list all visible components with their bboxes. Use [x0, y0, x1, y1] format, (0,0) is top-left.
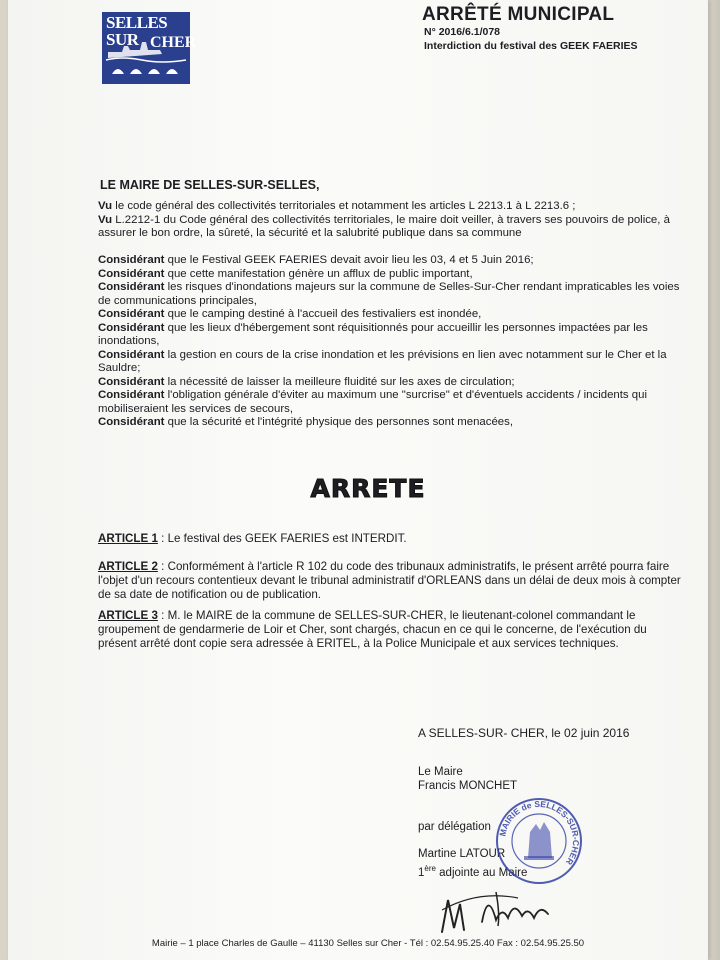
delegate-name: Martine LATOUR: [418, 848, 506, 860]
mayor-name: Francis MONCHET: [418, 780, 518, 792]
considerant-text: que le Festival GEEK FAERIES devait avoir lieu les 03, 4 et 5 Juin 2016;: [164, 254, 534, 266]
vu-lead: Vu: [98, 213, 113, 226]
logo-text-selles: SELLES SUR: [106, 13, 168, 49]
article-3: [98, 609, 688, 651]
handwritten-signature: [438, 870, 578, 940]
considerant-lead: Considérant: [98, 389, 165, 401]
considerant-paragraph: [98, 389, 688, 416]
considerant-text: la nécessité de laisser la meilleure fluidité sur les axes de circulation;: [164, 375, 515, 388]
mayor-heading: LE MAIRE DE SELLES-SUR-SELLES,: [100, 178, 320, 192]
article-text: : M. le MAIRE de la commune de SELLES-SUR-CHER, le lieutenant-colonel commandant le groupement de gendarmerie de Loir et Cher, sont chargés, chacun en ce qui le concerne, de l'exécution du présent arrêté dont copie sera adressée à ERITEL, à la Police Municipale et aux services techniques.: [98, 609, 647, 650]
document-page: [8, 0, 708, 960]
document-title: ARRÊTÉ MUNICIPAL: [422, 4, 615, 25]
considerant-paragraph: [98, 281, 688, 308]
considerant-text: l'obligation générale d'éviter au maximum une "surcrise" et d'éventuels accidents / incidents qui mobiliseraient les services de secours,: [98, 389, 647, 415]
vu-paragraph: [98, 214, 688, 241]
considerant-section: [98, 254, 688, 430]
town-logo: [102, 12, 197, 84]
page-edge-shadow: [706, 0, 720, 960]
considerant-lead: Considérant: [98, 416, 165, 428]
considerant-paragraph: [98, 268, 688, 282]
considerant-text: que cette manifestation génère un afflux de public important,: [164, 267, 473, 280]
considerant-paragraph: [98, 349, 688, 376]
considerant-lead: Considérant: [98, 308, 165, 320]
article-2: [98, 560, 688, 602]
vu-section: [98, 200, 688, 241]
vu-lead: Vu: [98, 200, 113, 212]
delegate-rank: 1: [418, 866, 425, 879]
delegate-rank-sup: ère: [424, 864, 436, 873]
considerant-paragraph: [98, 308, 688, 322]
signatory-role: Le Maire: [418, 766, 463, 778]
vu-text: le code général des collectivités territoriales et notamment les articles L 2213.1 à L 2213.6 ;: [112, 200, 576, 212]
considerant-lead: Considérant: [98, 348, 165, 361]
article-label: ARTICLE 3: [98, 609, 158, 622]
considerant-text: que la sécurité et l'intégrité physique des personnes sont menacées,: [164, 416, 513, 428]
considerant-lead: Considérant: [98, 281, 165, 293]
considerant-paragraph: [98, 322, 688, 349]
article-text: : Conformément à l'article R 102 du code des tribunaux administratifs, le présent arrêté pourra faire l'objet d'un recours contentieux devant le tribunal administratif d'ORLEANS dans un délai de deux mois à compter de sa date de notification ou de publication.: [98, 560, 681, 601]
footer-address: Mairie – 1 place Charles de Gaulle – 41130 Selles sur Cher - Tél : 02.54.95.25.40 Fax : 02.54.95.25.50: [151, 938, 585, 949]
considerant-lead: Considérant: [98, 321, 165, 334]
stamp-text: MAIRIE de SELLES-SUR-CHER: [497, 798, 582, 867]
document-number: N° 2016/6.1/078: [424, 26, 501, 38]
considerant-paragraph: [98, 376, 688, 390]
considerant-lead: Considérant: [98, 254, 165, 266]
considerant-lead: Considérant: [98, 267, 165, 280]
vu-text: L.2212-1 du Code général des collectivités territoriales, le maire doit veiller, à travers ses pouvoirs de police, à assurer le bon ordre, la sûreté, la sécurité et la salubrité publique dans sa commune: [98, 213, 670, 239]
considerant-text: que les lieux d'hébergement sont réquisitionnés pour accueillir les personnes impactées par les inondations,: [98, 321, 648, 347]
considerant-text: la gestion en cours de la crise inondation et les prévisions en lien avec notamment sur le Cher et la Sauldre;: [98, 348, 667, 374]
considerant-paragraph: [98, 416, 688, 430]
article-label: ARTICLE 1: [98, 532, 158, 545]
document-subject: Interdiction du festival des GEEK FAERIES: [424, 40, 638, 52]
considerant-paragraph: [98, 254, 688, 268]
article-1: [98, 532, 688, 546]
vu-paragraph: [98, 200, 688, 214]
article-label: ARTICLE 2: [98, 560, 158, 573]
logo-text-cher: CHER: [150, 34, 197, 51]
arrete-heading: ARRETE: [310, 474, 426, 503]
article-text: : Le festival des GEEK FAERIES est INTERDIT.: [157, 532, 407, 545]
place-date: A SELLES-SUR- CHER, le 02 juin 2016: [418, 726, 630, 740]
considerant-text: les risques d'inondations majeurs sur la commune de Selles-Sur-Cher rendant impraticables les voies de communications principales,: [98, 281, 680, 307]
considerant-lead: Considérant: [98, 375, 165, 388]
delegation-note: par délégation: [418, 821, 491, 833]
considerant-text: que le camping destiné à l'accueil des festivaliers est inondée,: [164, 308, 482, 320]
delegate-role-text: adjointe au Maire: [435, 866, 528, 879]
